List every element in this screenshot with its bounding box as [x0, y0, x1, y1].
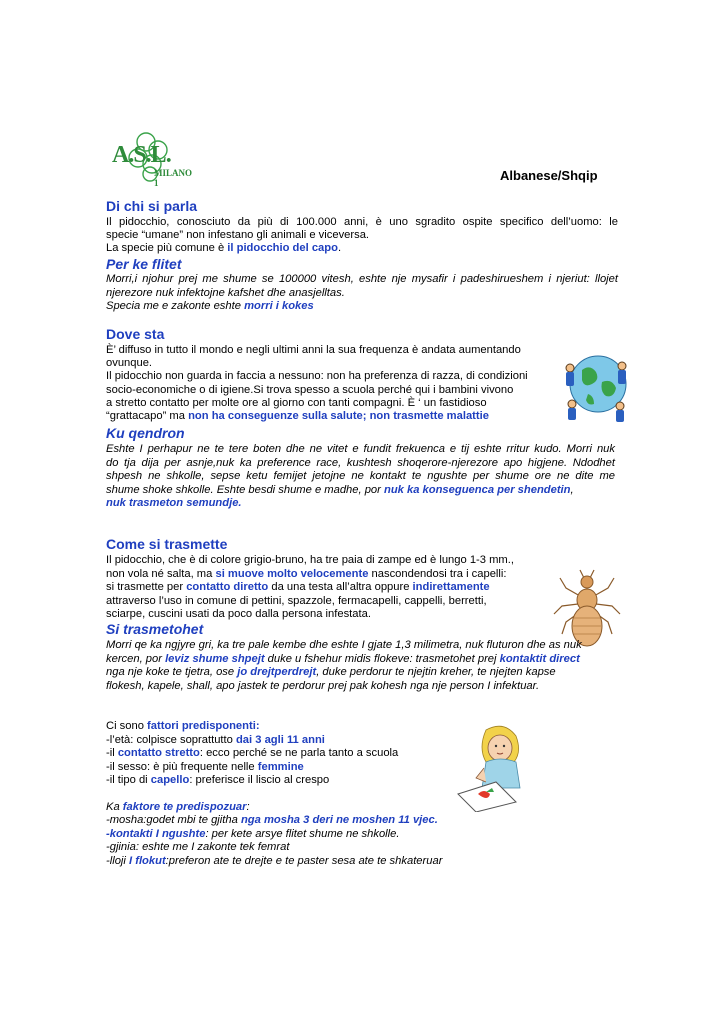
highlight-text: capello [150, 774, 190, 786]
text-span: : [246, 801, 250, 813]
paragraph-line: ovunque. [106, 357, 153, 369]
text-span: : per kete arsye flitet shume ne shkolle. [205, 828, 400, 840]
paragraph-line: sciarpe, cuscini usati da poco dalla persona infestata. [106, 608, 371, 620]
paragraph-line: Morri,i njohur prej me shume se 100000 vitesh, eshte nje mysafir i padeshirueshem i njeriut: llojet [106, 273, 618, 285]
paragraph-line [106, 484, 574, 497]
text-span: . [337, 242, 342, 254]
paragraph-line: specie “umane” non infestano gli animali e viceversa. [106, 229, 370, 241]
highlight-text: contatto diretto [186, 581, 269, 593]
highlight-text: si muove molto velocemente [215, 568, 369, 580]
paragraph-line: a stretto contatto per molte ore al giorno con tanti compagni. È ‘ un fastidioso [106, 397, 487, 409]
text-span: : ecco perché se ne parla tanto a scuola [199, 747, 399, 759]
section-title-ku-qendron: Ku qendron [106, 425, 185, 441]
section-title-di-chi-si-parla: Di chi si parla [106, 198, 198, 214]
paragraph-line [106, 747, 398, 760]
text-span: nascondendosi tra i capelli: [368, 568, 507, 580]
paragraph-line [106, 828, 399, 841]
highlight-text: non ha conseguenze sulla salute; non trasmette malattie [188, 410, 489, 422]
paragraph-line: Il pidocchio, che è di colore grigio-bruno, ha tre paia di zampe ed è lungo 1-3 mm., [106, 554, 514, 566]
paragraph-line [106, 855, 442, 868]
text-span: kercen, por [106, 653, 166, 665]
highlight-text: nuk ka konseguenca per shendetin [383, 484, 571, 496]
paragraph-line [106, 720, 260, 733]
logo-sub-text: MILANO 1 [154, 168, 192, 188]
highlight-text: femmine [257, 761, 304, 773]
paragraph-line [106, 581, 490, 594]
paragraph-line [106, 774, 329, 787]
paragraph-line [106, 410, 489, 423]
text-span: Specia me e zakonte eshte [106, 300, 245, 312]
paragraph-line: attraverso l’uso in comune di pettini, spazzole, fermacapelli, cappelli, berretti, [106, 595, 487, 607]
paragraph-line [106, 666, 556, 679]
highlight-text: dai 3 agli 11 anni [235, 734, 325, 746]
section-title-per-ke-flitet: Per ke flitet [106, 256, 182, 272]
text-span: “grattacapo” ma [106, 410, 189, 422]
paragraph-line: Eshte I perhapur ne te tere boten dhe ne vitet e fundit frekuenca e tij eshte rritur kudo. Morri nuk [106, 443, 615, 455]
paragraph-line: -gjinia: eshte me I zakonte tek femrat [106, 841, 290, 853]
highlight-text: morri i kokes [244, 300, 314, 312]
section-title-come-si-trasmette: Come si trasmette [106, 536, 228, 552]
girl-drawing-illustration [456, 722, 536, 812]
text-span: Ka [106, 801, 123, 813]
logo-main-text: A.S.L. [112, 142, 171, 168]
language-label: Albanese/Shqip [500, 168, 598, 183]
highlight-text: jo drejtperdrejt [237, 666, 317, 678]
highlight-text: kontaktit direct [499, 653, 580, 665]
paragraph-line: do tja dija per asnje,nuk ka preference race, kushtesh shoqerore-njerezore apo higjene. Ndodhet [106, 457, 615, 469]
text-span: -mosha:godet mbi te gjitha [106, 814, 241, 826]
text-span: , [570, 484, 574, 496]
text-span: -il sesso: è più frequente nelle [106, 761, 258, 773]
globe-children-illustration [562, 346, 632, 426]
text-span: da una testa all’altra oppure [268, 581, 413, 593]
paragraph-line [106, 653, 618, 666]
paragraph-line: nuk trasmeton semundje. [106, 497, 242, 509]
paragraph-line: Il pidocchio, conosciuto da più di 100.000 anni, è uno sgradito ospite specifico dell’uomo: le [106, 216, 618, 228]
highlight-text: -kontakti I ngushte [106, 828, 206, 840]
text-span: , ma [190, 568, 216, 580]
text-span: -l’età: colpisce soprattutto [106, 734, 236, 746]
paragraph-line: È’ diffuso in tutto il mondo e negli ultimi anni la sua frequenza è andata aumentando [106, 344, 521, 356]
text-span: , duke perdorur te njejtin kreher, te njejten kapse [316, 666, 556, 678]
girl-drawing-icon [456, 722, 536, 812]
text-span: Ci sono [106, 720, 148, 732]
paragraph-line: Il pidocchio non guarda in faccia a nessuno: non ha preferenza di razza, di condizioni [106, 370, 528, 382]
paragraph-line [106, 734, 325, 747]
text-span: si trasmette per [106, 581, 187, 593]
highlight-text: il pidocchio del capo [227, 242, 338, 254]
text-span: duke u fshehur midis flokeve: trasmetohet prej [264, 653, 500, 665]
highlight-text: contatto stretto [117, 747, 200, 759]
paragraph-line: socio-economiche o di igiene.Si trova spesso a scuola perché qui i bambini vivono [106, 384, 514, 396]
highlight-text: nga mosha 3 deri ne moshen 11 vjec. [240, 814, 438, 826]
text-span: -il tipo di [106, 774, 151, 786]
paragraph-line: shpesh ne shkolle, sepse ketu femijet jetojne ne kontakt te ngushte per shume ore ne dite me [106, 470, 615, 482]
paragraph-line [106, 801, 250, 814]
text-span: nga nje koke te tjetra, ose [106, 666, 238, 678]
paragraph-line: flokesh, kapele, shall, apo jastek te perdorur prej pak kohesh nga nje person I infektuar. [106, 680, 540, 692]
highlight-text: faktore te predispozuar [122, 801, 247, 813]
section-title-dove-sta: Dove sta [106, 326, 165, 342]
paragraph-line: Morri qe ka ngjyre gri, ka tre pale kembe dhe eshte I gjate 1,3 milimetra, nuk fluturon dhe as nuk [106, 639, 582, 651]
text-span: non vola né salta [106, 568, 191, 580]
globe-children-icon [562, 346, 632, 426]
highlight-text: I flokut [129, 855, 166, 867]
text-span: -il [106, 747, 118, 759]
paragraph-line [106, 242, 341, 255]
highlight-text: fattori predisponenti: [147, 720, 260, 732]
paragraph-line [106, 814, 438, 827]
highlight-text: indirettamente [412, 581, 490, 593]
section-title-si-trasmetohet: Si trasmetohet [106, 621, 204, 637]
text-span: shume shoke shkolle. Eshte besdi shume e madhe, por [106, 484, 384, 496]
asl-logo [106, 128, 198, 188]
text-span: La specie più comune è [106, 242, 228, 254]
text-span: :preferon ate te drejte e te paster sesa ate te shkateruar [165, 855, 443, 867]
highlight-text: leviz shume shpejt [165, 653, 265, 665]
paragraph-line [106, 568, 507, 581]
paragraph-line [106, 761, 304, 774]
text-span: : preferisce il liscio al crespo [189, 774, 330, 786]
paragraph-line: njerezore nuk infektojne kafshet dhe anasjelltas. [106, 287, 345, 299]
text-span: -lloji [106, 855, 129, 867]
paragraph-line [106, 300, 314, 313]
